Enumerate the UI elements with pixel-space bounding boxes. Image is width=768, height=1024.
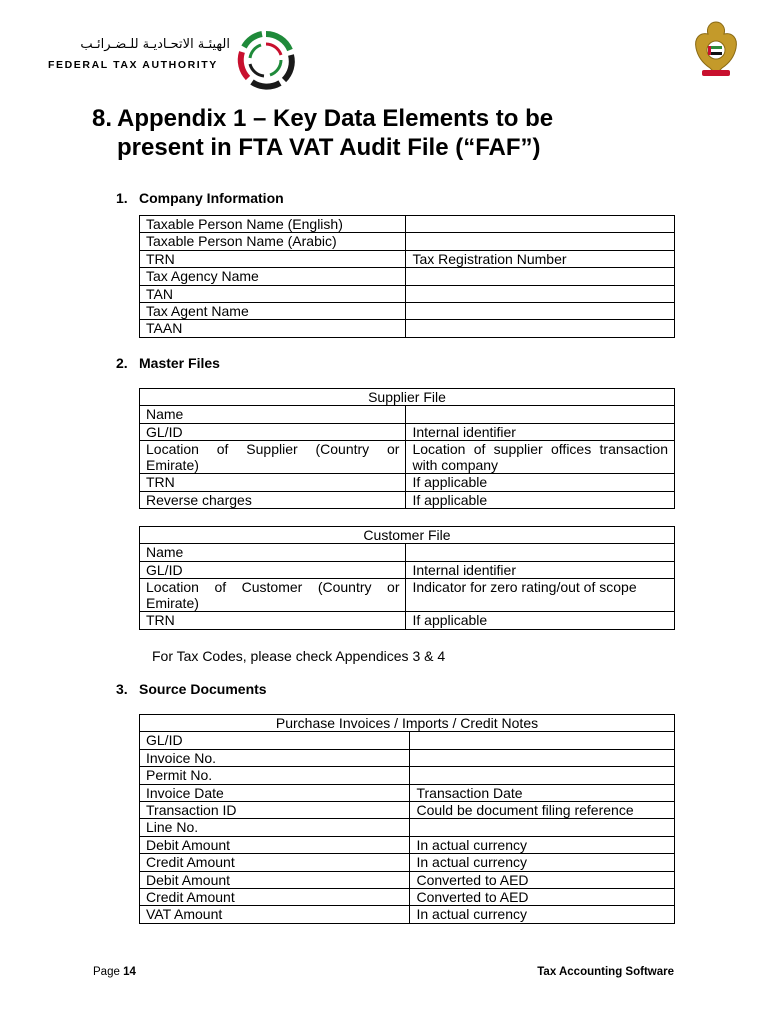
field-name-cell: TRN (140, 250, 406, 267)
table-row (140, 579, 675, 612)
field-description-cell: Location of supplier offices transaction with company (406, 441, 675, 474)
table-row (140, 749, 675, 766)
field-description-cell: Transaction Date (410, 784, 675, 801)
section-label: Master Files (139, 355, 220, 371)
heading-text: Appendix 1 – Key Data Elements to be present in FTA VAT Audit File (“FAF”) (117, 105, 554, 161)
table-row (140, 250, 675, 267)
field-description-cell: If applicable (406, 474, 675, 491)
field-name-cell: Permit No. (140, 767, 410, 784)
field-description-cell (410, 767, 675, 784)
field-name-cell: TAN (140, 285, 406, 302)
section-number: 2. (116, 355, 128, 371)
company-info-table (139, 215, 675, 338)
table-row (140, 544, 675, 561)
table-caption: Purchase Invoices / Imports / Credit Notes (140, 715, 675, 732)
field-description-cell (406, 268, 675, 285)
supplier-file-table (139, 388, 675, 509)
field-name-cell: Debit Amount (140, 871, 410, 888)
table-row (140, 423, 675, 440)
field-name-cell: Credit Amount (140, 888, 410, 905)
table-row (140, 836, 675, 853)
customer-file-table (139, 526, 675, 630)
page-number: 14 (123, 966, 136, 978)
field-name-cell: TRN (140, 612, 406, 629)
table-row (140, 285, 675, 302)
table-row (140, 871, 675, 888)
field-name-cell: GL/ID (140, 423, 406, 440)
field-description-cell (406, 216, 675, 233)
section-label: Company Information (139, 190, 284, 206)
field-name-cell: TRN (140, 474, 406, 491)
field-name-cell: Location of Supplier (Country or Emirate) (140, 441, 406, 474)
field-name-cell: Invoice No. (140, 749, 410, 766)
field-description-cell (410, 819, 675, 836)
table-row (140, 320, 675, 337)
table-row (140, 406, 675, 423)
fta-english-name: FEDERAL TAX AUTHORITY (48, 59, 218, 71)
field-description-cell: Internal identifier (406, 561, 675, 578)
fta-logo-icon (234, 28, 298, 92)
table-row (140, 767, 675, 784)
page-label: Page (93, 966, 120, 978)
field-description-cell (406, 406, 675, 423)
field-name-cell: Location of Customer (Country or Emirate) (140, 579, 406, 612)
page-footer-left (93, 966, 136, 978)
field-name-cell: Taxable Person Name (Arabic) (140, 233, 406, 250)
field-description-cell (410, 732, 675, 749)
field-name-cell: GL/ID (140, 732, 410, 749)
table-row (140, 854, 675, 871)
field-name-cell: Tax Agent Name (140, 302, 406, 319)
field-description-cell (406, 285, 675, 302)
field-description-cell (406, 320, 675, 337)
table-row (140, 216, 675, 233)
table-row (140, 441, 675, 474)
field-name-cell: GL/ID (140, 561, 406, 578)
field-name-cell: Line No. (140, 819, 410, 836)
field-description-cell: Tax Registration Number (406, 250, 675, 267)
field-description-cell: In actual currency (410, 906, 675, 923)
table-row (140, 819, 675, 836)
section-source-title (116, 681, 267, 697)
field-name-cell: VAT Amount (140, 906, 410, 923)
fta-arabic-name: الهيئـة الاتحـاديـة للـضـرائـب (80, 37, 230, 52)
field-description-cell: In actual currency (410, 854, 675, 871)
field-description-cell: Could be document filing reference (410, 801, 675, 818)
table-row (140, 268, 675, 285)
table-caption: Customer File (140, 527, 675, 544)
table-row (140, 906, 675, 923)
field-name-cell: Invoice Date (140, 784, 410, 801)
field-description-cell (406, 233, 675, 250)
field-name-cell: Reverse charges (140, 491, 406, 508)
field-name-cell: Debit Amount (140, 836, 410, 853)
field-description-cell (406, 302, 675, 319)
table-row (140, 732, 675, 749)
table-row (140, 801, 675, 818)
page-header (0, 0, 768, 95)
field-description-cell (410, 749, 675, 766)
field-name-cell: Credit Amount (140, 854, 410, 871)
page-footer-right: Tax Accounting Software (537, 966, 674, 978)
heading-number: 8. (92, 105, 113, 132)
field-description-cell (406, 544, 675, 561)
field-description-cell: Converted to AED (410, 888, 675, 905)
field-description-cell: In actual currency (410, 836, 675, 853)
section-master-title (116, 355, 220, 371)
purchase-invoices-table (139, 714, 675, 924)
table-row (140, 888, 675, 905)
table-row (140, 474, 675, 491)
field-name-cell: Name (140, 544, 406, 561)
table-row (140, 233, 675, 250)
field-description-cell: Converted to AED (410, 871, 675, 888)
table-row (140, 784, 675, 801)
section-number: 1. (116, 190, 128, 206)
field-name-cell: TAAN (140, 320, 406, 337)
table-row (140, 612, 675, 629)
table-row (140, 491, 675, 508)
field-description-cell: If applicable (406, 612, 675, 629)
field-name-cell: Transaction ID (140, 801, 410, 818)
field-name-cell: Taxable Person Name (English) (140, 216, 406, 233)
field-name-cell: Name (140, 406, 406, 423)
section-number: 3. (116, 681, 128, 697)
section-company-title (116, 190, 284, 206)
tax-codes-note: For Tax Codes, please check Appendices 3 & 4 (152, 648, 446, 664)
uae-emblem-icon (690, 18, 742, 80)
field-name-cell: Tax Agency Name (140, 268, 406, 285)
table-row (140, 561, 675, 578)
field-description-cell: If applicable (406, 491, 675, 508)
section-label: Source Documents (139, 681, 267, 697)
field-description-cell: Indicator for zero rating/out of scope (406, 579, 675, 612)
field-description-cell: Internal identifier (406, 423, 675, 440)
table-caption: Supplier File (140, 389, 675, 406)
table-row (140, 302, 675, 319)
